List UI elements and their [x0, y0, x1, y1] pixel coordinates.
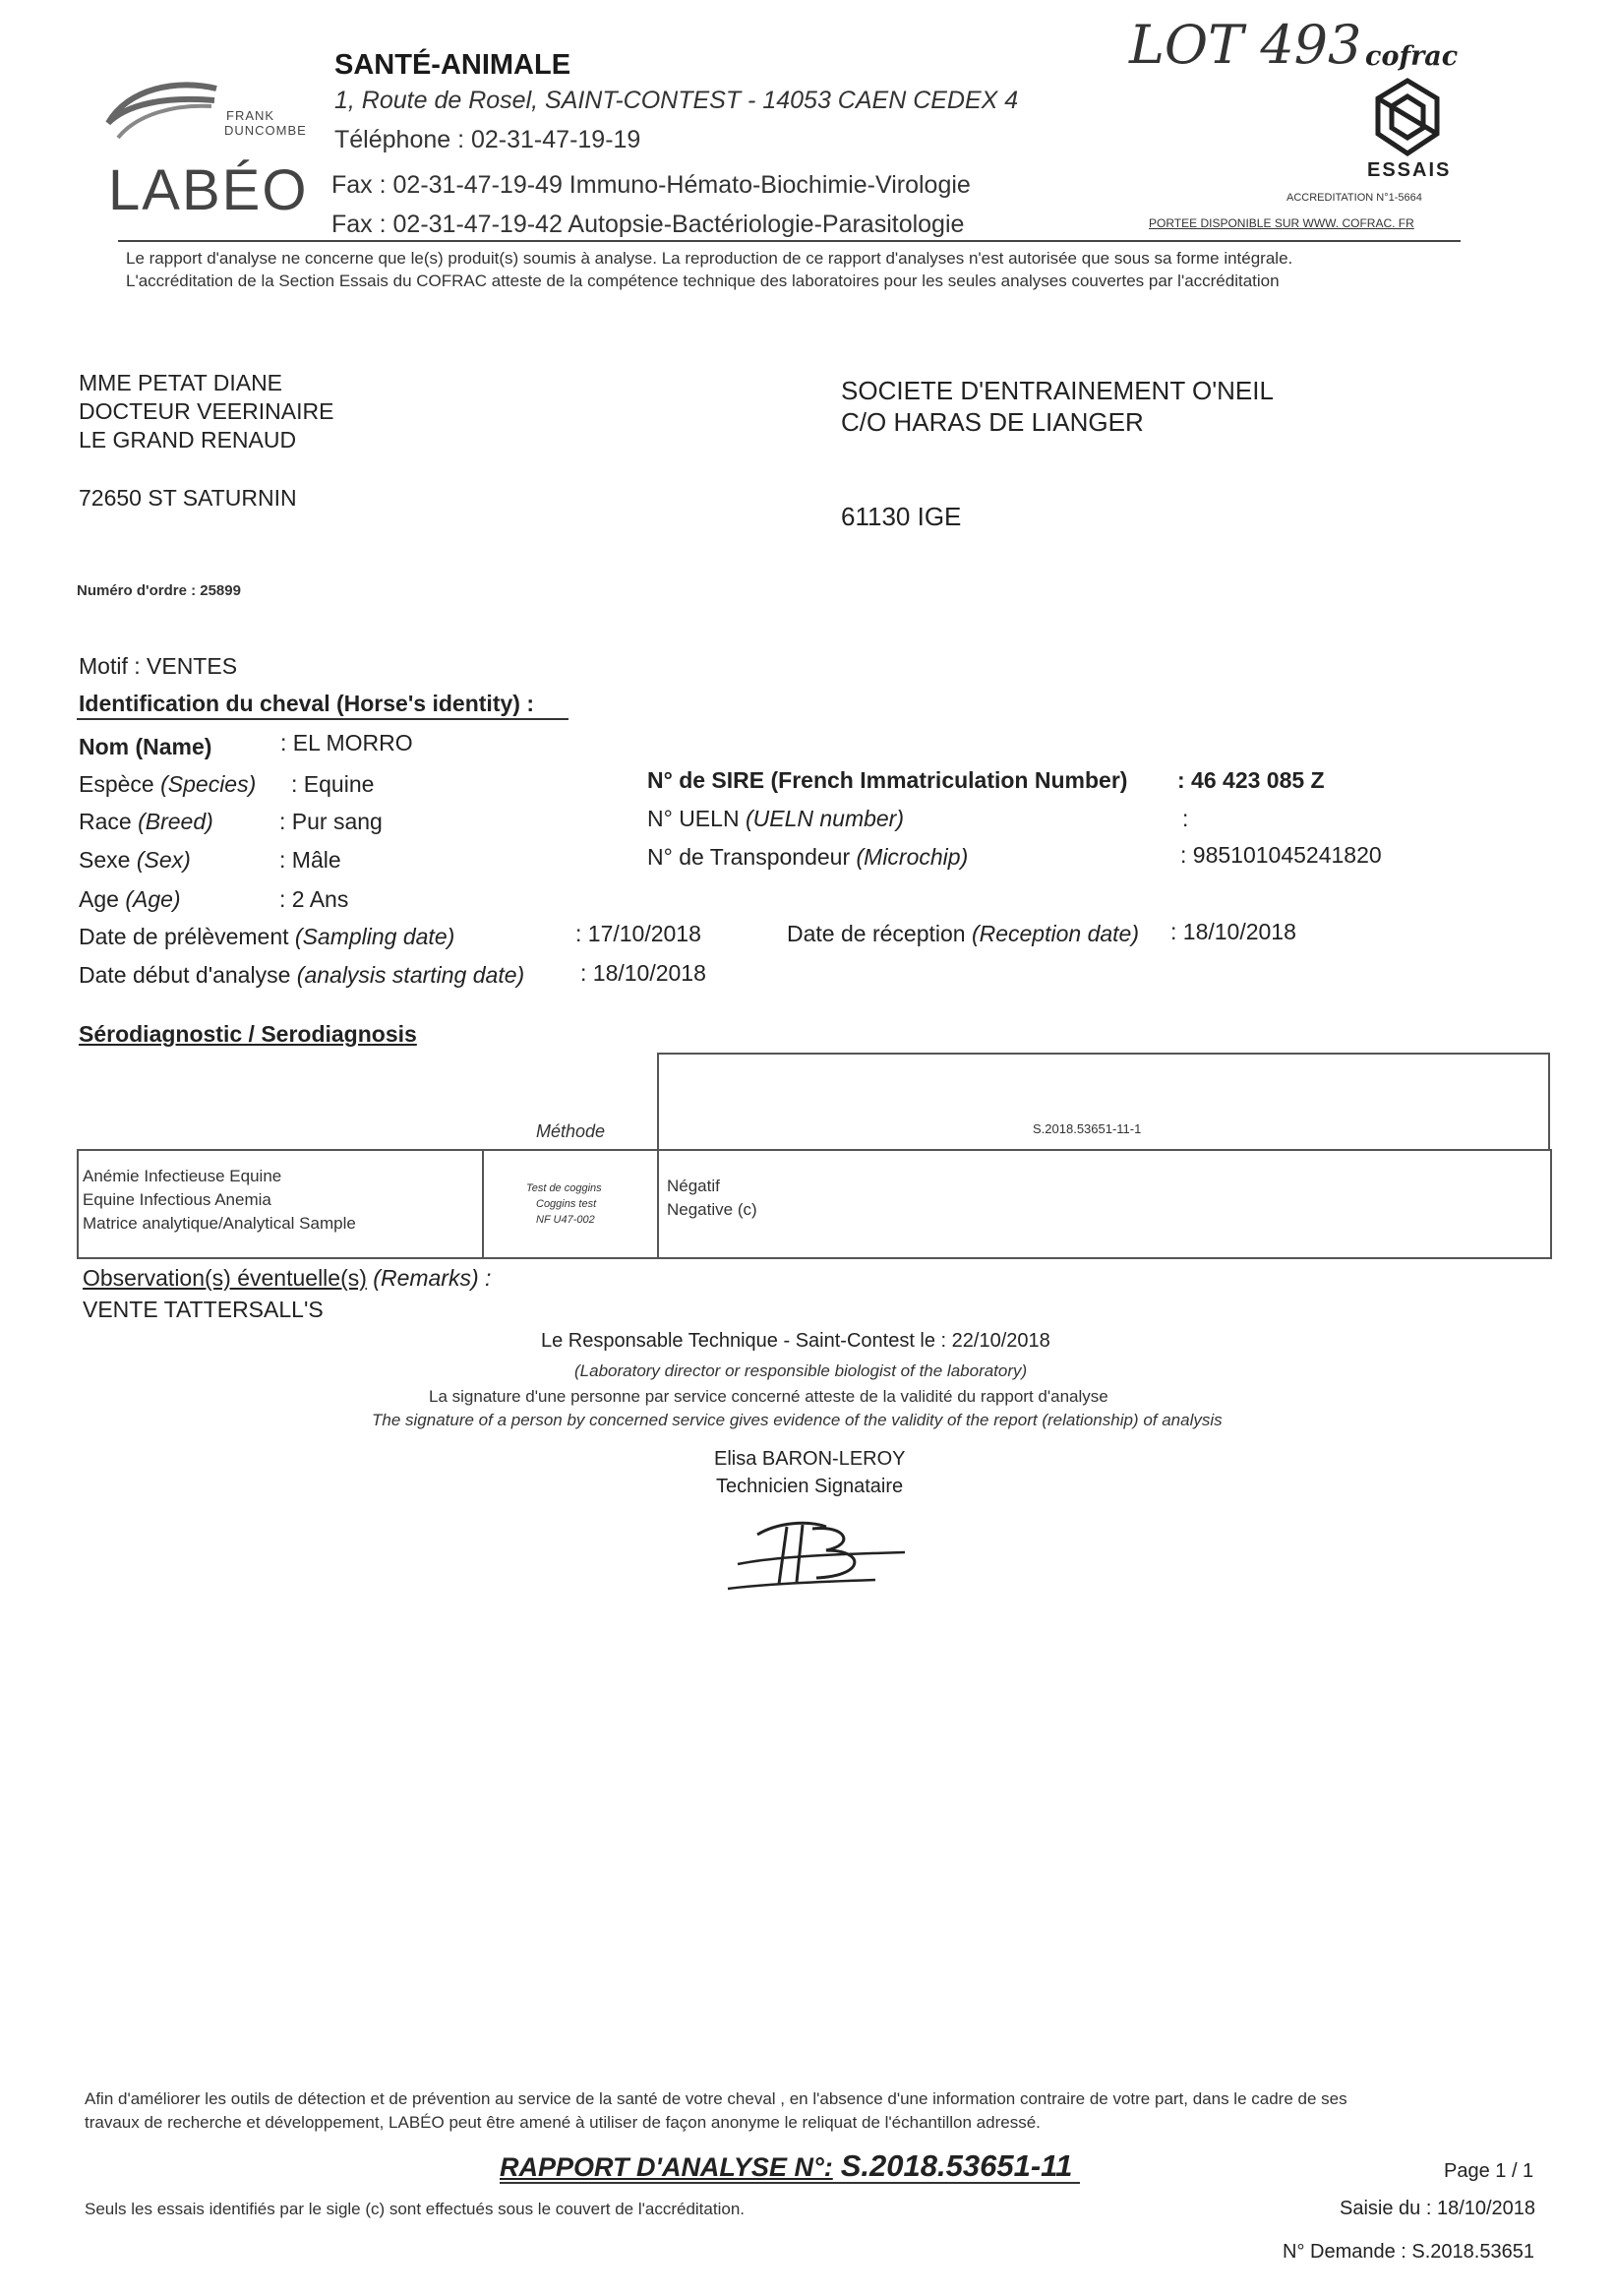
- horse-transponder-value: : 985101045241820: [1180, 842, 1382, 868]
- recipient-right-line-1: SOCIETE D'ENTRAINEMENT O'NEIL: [841, 376, 1274, 405]
- reception-label-fr: Date de réception: [787, 921, 972, 946]
- start-label-en: (analysis starting date): [296, 962, 525, 988]
- horse-species-label: [79, 771, 256, 798]
- horse-breed-label: [79, 809, 213, 835]
- breed-label-fr: Race: [79, 809, 139, 834]
- species-label-fr: Espèce: [79, 771, 161, 797]
- sampling-date-label: [79, 924, 454, 950]
- remarks-value: VENTE TATTERSALL'S: [83, 1297, 324, 1322]
- signature-responsible-line: Le Responsable Technique - Saint-Contest le : 22/10/2018: [541, 1330, 1050, 1352]
- analysis-name-en: Equine Infectious Anemia: [83, 1190, 271, 1209]
- signature-note-fr: La signature d'une personne par service concerné atteste de la validité du rapport d'analyse: [429, 1387, 1108, 1406]
- transponder-label-en: (Microchip): [856, 844, 969, 870]
- logo-frank-duncombe: [224, 108, 307, 138]
- horse-sire-value: : 46 423 085 Z: [1177, 767, 1325, 793]
- analysis-matrix: Matrice analytique/Analytical Sample: [83, 1214, 356, 1233]
- horse-ueln-label: [647, 806, 904, 832]
- recipient-left-line-2: DOCTEUR VEERINAIRE: [79, 398, 334, 424]
- table-divider-1: [482, 1149, 484, 1259]
- horse-sex-label: [79, 847, 191, 874]
- table-method-header: Méthode: [536, 1121, 606, 1141]
- sampling-date-value: : 17/10/2018: [575, 921, 701, 946]
- analysis-name-fr: Anémie Infectieuse Equine: [83, 1167, 282, 1185]
- reception-date-label: [787, 921, 1139, 947]
- sampling-label-en: (Sampling date): [294, 924, 455, 949]
- lab-address: 1, Route de Rosel, SAINT-CONTEST - 14053 CAEN CEDEX 4: [334, 87, 1019, 114]
- species-label-en: (Species): [160, 771, 257, 797]
- horse-name-label: Nom (Name): [79, 734, 212, 759]
- horse-name-value: : EL MORRO: [280, 730, 413, 755]
- report-number-block: [500, 2148, 1072, 2184]
- result-en: Negative (c): [667, 1200, 757, 1219]
- horse-sire-label: N° de SIRE (French Immatriculation Number): [647, 767, 1128, 793]
- entry-date: Saisie du : 18/10/2018: [1340, 2198, 1536, 2219]
- signatory-name: Elisa BARON-LEROY: [714, 1448, 906, 1470]
- sex-label-en: (Sex): [136, 847, 191, 873]
- identification-underline: [77, 718, 568, 720]
- result-fr: Négatif: [667, 1177, 720, 1195]
- horse-transponder-label: [647, 844, 968, 871]
- lab-name: SANTÉ-ANIMALE: [334, 49, 571, 81]
- report-number: S.2018.53651-11: [840, 2148, 1073, 2183]
- sex-label-fr: Sexe: [79, 847, 137, 873]
- remarks-label: [83, 1265, 491, 1292]
- ueln-label-fr: N° UELN: [647, 806, 746, 831]
- analysis-start-value: : 18/10/2018: [580, 960, 706, 986]
- recipient-right-line-3: 61130 IGE: [841, 502, 962, 531]
- recipient-right-line-2: C/O HARAS DE LIANGER: [841, 407, 1144, 437]
- reception-label-en: (Reception date): [971, 921, 1139, 946]
- lab-fax-2: Fax : 02-31-47-19-42 Autopsie-Bactériologie-Parasitologie: [331, 211, 965, 238]
- transponder-label-fr: N° de Transpondeur: [647, 844, 857, 870]
- footer-note-line-2: travaux de recherche et développement, LABÉO peut être amené à utiliser de façon anonyme le reliquat de l'échantillon adressé.: [85, 2113, 1041, 2132]
- cofrac-accreditation: ACCREDITATION N°1-5664: [1286, 192, 1422, 204]
- signature-director-line: (Laboratory director or responsible biologist of the laboratory): [574, 1361, 1028, 1380]
- report-number-underline: [500, 2182, 1080, 2184]
- horse-breed-value: : Pur sang: [279, 809, 383, 834]
- sampling-label-fr: Date de prélèvement: [79, 924, 295, 949]
- reception-date-value: : 18/10/2018: [1170, 919, 1296, 944]
- disclaimer-line-2: L'accréditation de la Section Essais du COFRAC atteste de la compétence technique des laboratoires pour les seules analyses couvertes par l'accréditation: [126, 272, 1280, 290]
- horse-sex-value: : Mâle: [279, 847, 341, 873]
- horse-age-label: [79, 886, 181, 913]
- report-number-label: RAPPORT D'ANALYSE N°:: [500, 2152, 833, 2182]
- logo-duncombe-text: DUNCOMBE: [224, 123, 307, 138]
- remarks-label-en: (Remarks) :: [366, 1265, 492, 1291]
- recipient-left-line-3: LE GRAND RENAUD: [79, 427, 297, 453]
- start-label-fr: Date début d'analyse: [79, 962, 297, 988]
- age-label-fr: Age: [79, 886, 126, 912]
- lab-telephone: Téléphone : 02-31-47-19-19: [334, 126, 641, 153]
- age-label-en: (Age): [125, 886, 181, 912]
- motif: Motif : VENTES: [79, 653, 238, 679]
- recipient-left-line-1: MME PETAT DIANE: [79, 370, 283, 395]
- header-divider: [118, 240, 1461, 242]
- order-number: Numéro d'ordre : 25899: [77, 582, 241, 599]
- remarks-label-fr: Observation(s) éventuelle(s): [83, 1265, 367, 1291]
- handwritten-lot-number: LOT 493: [1129, 14, 1362, 76]
- table-sample-header: S.2018.53651-11-1: [1033, 1121, 1142, 1136]
- breed-label-en: (Breed): [138, 809, 213, 834]
- ueln-label-en: (UELN number): [745, 806, 904, 831]
- swoosh-logo-icon: [98, 79, 226, 157]
- cofrac-portee: PORTEE DISPONIBLE SUR WWW. COFRAC. FR: [1149, 216, 1414, 230]
- signature-note-en: The signature of a person by concerned service gives evidence of the validity of the report (relationship) of analysis: [372, 1411, 1223, 1429]
- analysis-start-label: [79, 962, 524, 989]
- accreditation-note: Seuls les essais identifiés par le sigle (c) sont effectués sous le couvert de l'accréditation.: [85, 2200, 745, 2218]
- recipient-left-line-4: 72650 ST SATURNIN: [79, 485, 297, 511]
- horse-species-value: : Equine: [291, 771, 375, 797]
- serodiagnostic-title: Sérodiagnostic / Serodiagnosis: [79, 1021, 417, 1047]
- logo-frank-text: FRANK: [226, 108, 275, 123]
- method-line-2: Coggins test: [536, 1198, 597, 1210]
- request-number: N° Demande : S.2018.53651: [1283, 2241, 1534, 2263]
- cofrac-logo-icon: [1372, 77, 1443, 159]
- horse-ueln-value: :: [1182, 806, 1189, 831]
- horse-age-value: : 2 Ans: [279, 886, 349, 912]
- cofrac-essais-label: ESSAIS: [1367, 159, 1452, 181]
- method-line-3: NF U47-002: [536, 1214, 595, 1226]
- method-line-1: Test de coggins: [526, 1182, 602, 1194]
- logo-labeo-text: LABÉO: [108, 158, 309, 222]
- handwritten-signature-icon: [718, 1505, 925, 1603]
- signatory-role: Technicien Signataire: [716, 1476, 904, 1497]
- cofrac-logo-text: cofrac: [1365, 41, 1459, 72]
- identification-title: Identification du cheval (Horse's identity) :: [79, 691, 534, 716]
- results-table: [77, 1149, 1552, 1259]
- table-divider-2: [657, 1149, 659, 1259]
- page-number: Page 1 / 1: [1444, 2160, 1534, 2182]
- footer-note-line-1: Afin d'améliorer les outils de détection et de prévention au service de la santé de votre cheval , en l'absence d'une information contraire de votre part, dans le cadre de ses: [85, 2089, 1347, 2108]
- disclaimer-line-1: Le rapport d'analyse ne concerne que le(s) produit(s) soumis à analyse. La reproduction de ce rapport d'analyses n'est autorisée que sous sa forme intégrale.: [126, 249, 1293, 268]
- lab-fax-1: Fax : 02-31-47-19-49 Immuno-Hémato-Biochimie-Virologie: [331, 171, 971, 199]
